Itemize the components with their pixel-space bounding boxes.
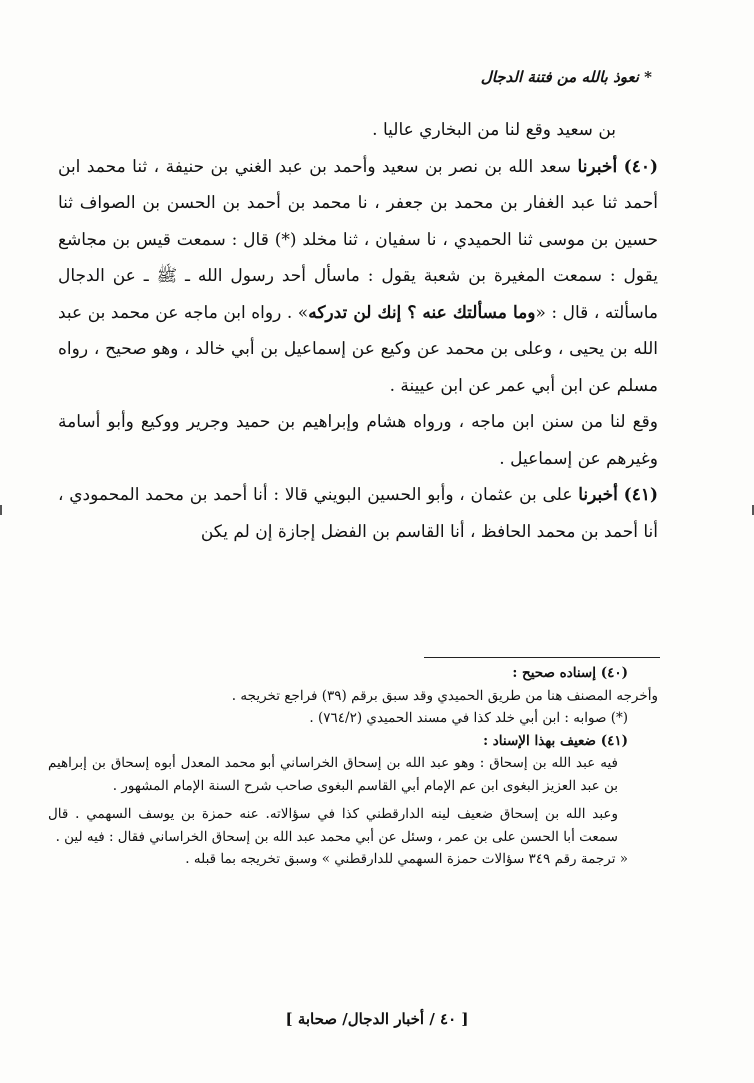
footnote-text: (*) صوابه : ابن أبي خلد كذا في مسند الحميدي (٧٦٤/٢) .	[309, 710, 628, 726]
footnote-divider	[424, 657, 660, 658]
hadith-number: (٤٠)	[623, 156, 658, 177]
footnote-text: وأخرجه المصنف هنا من طريق الحميدي وقد سبق برقم (٣٩) فراجع تخريجه .	[231, 687, 658, 704]
footnotes	[48, 662, 658, 871]
hadith-number: (٤١)	[623, 485, 659, 505]
hadith-41	[58, 477, 658, 550]
footnote-text: « ترجمة رقم ٣٤٩ سؤالات حمزة السهمي للدارقطني » وسبق تخريجه بما قبله .	[185, 851, 628, 867]
footnote-heading: (٤٠) إسناده صحيح :	[512, 665, 628, 681]
hadith-text: سعد الله بن نصر بن سعيد وأحمد بن عبد الغني بن حنيفة ، ثنا محمد ابن أحمد ثنا عبد الغفار بن محمد بن جعفر ، نا محمد بن أحمد بن الحسن بن الصواف ثنا حسين بن موسى ثنا الحميدي ، نا سفيان ، ثنا مخلد (*) قال : سمعت قيس بن مجاشع يقول : سمعت المغيرة بن شعبة يقول : ماسأل أحد رسول الله ـ ﷺ ـ عن الدجال ماسألته ، قال : «	[58, 156, 658, 323]
hadith-40	[58, 149, 658, 405]
hadith-lead-word: أخبرنا	[577, 156, 618, 177]
footnote-text: وعبد الله بن إسحاق ضعيف لينه الدارقطني كذا في سؤالاته. عنه حمزة بن يوسف السهمي . قال سمعت أبا الحسن على بن عمر ، وسئل عن أبي محمد عبد الله بن إسحاق الخراساني فقال : فيه لين .	[48, 806, 618, 845]
running-head: * نعوذ بالله من فتنة الدجال	[480, 68, 652, 86]
page-footer: [ ٤٠ / أخبار الدجال/ صحابة ]	[285, 1010, 469, 1028]
scan-edge-mark	[0, 505, 2, 515]
hadith-text-cont: » . رواه ابن ماجه عن محمد بن عبد الله بن يحيى ، وعلى بن محمد عن وكيع عن إسماعيل بن أبي خالد ، وهو صحيح ، رواه مسلم عن ابن أبي عمر عن ابن عيينة .	[58, 302, 658, 396]
main-text	[58, 112, 658, 550]
hadith-quote: وما مسألتك عنه ؟ إنك لن تدركه	[308, 302, 536, 323]
paragraph-continuation: بن سعيد وقع لنا من البخاري عاليا .	[372, 120, 616, 140]
hadith-text: على بن عثمان ، وأبو الحسين البويني قالا : أنا أحمد بن محمد المحمودي ، أنا أحمد بن محمد الحافظ ، أنا القاسم بن الفضل إجازة إن لم يكن	[58, 485, 658, 542]
footnote-heading: (٤١) ضعيف بهذا الإسناد :	[483, 732, 628, 749]
hadith-lead-word: أخبرنا	[578, 485, 618, 505]
paragraph-transmission: وقع لنا من سنن ابن ماجه ، ورواه هشام وإبراهيم بن حميد وجرير ووكيع وأبو أسامة وغيرهم عن إسماعيل .	[58, 412, 658, 469]
footnote-text: فيه عبد الله بن إسحاق : وهو عبد الله بن إسحاق الخراساني أبو محمد المعدل أبوه إسحاق بن إبراهيم بن عبد العزيز البغوى ابن عم الإمام أبي القاسم البغوى صاحب شرح السنة الإمام المشهور .	[48, 755, 618, 794]
